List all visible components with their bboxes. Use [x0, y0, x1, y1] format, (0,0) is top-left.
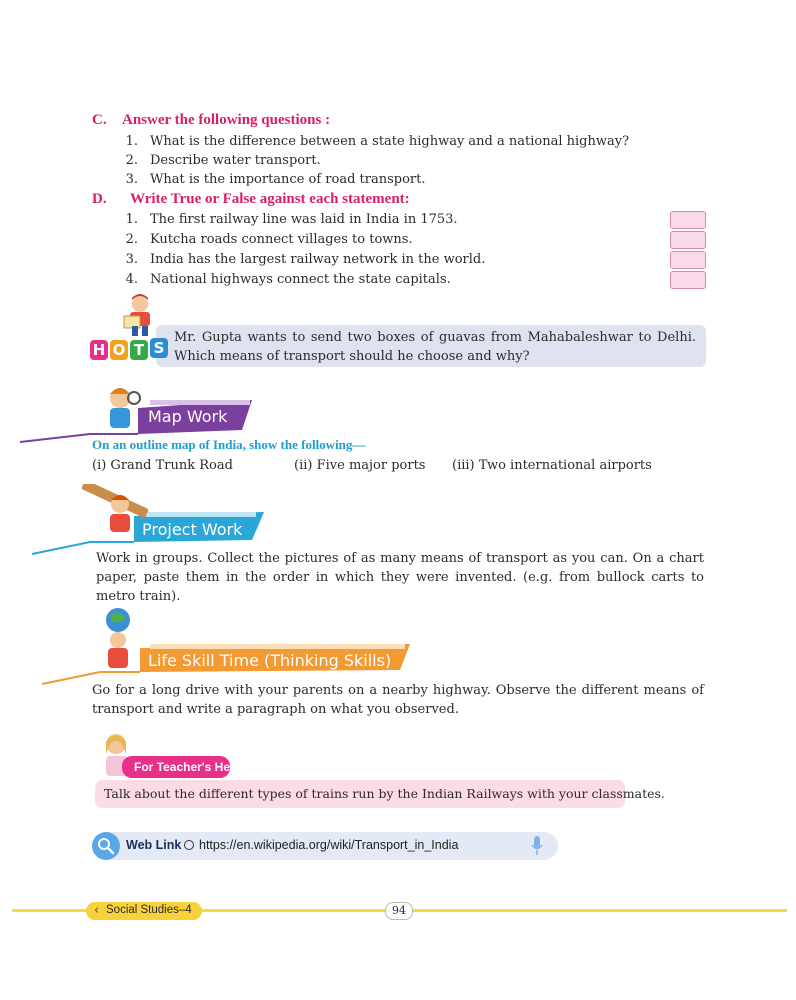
microphone-icon — [530, 835, 544, 857]
map-work-item: (iii) Two international airports — [452, 458, 652, 473]
hots-letter: S — [150, 338, 168, 358]
chevron-left-icon: ‹ — [94, 903, 100, 918]
statement-text: Kutcha roads connect villages to towns. — [150, 232, 413, 247]
map-work-title: Map Work — [148, 407, 228, 426]
statement-number: 4. — [125, 272, 138, 287]
question-text: Describe water transport. — [150, 153, 321, 168]
statement-text: The first railway line was laid in India in 1753. — [150, 212, 458, 227]
reading-boy-illustration — [118, 292, 160, 338]
answer-box-2[interactable] — [670, 231, 706, 249]
teacher-help-text: Talk about the different types of trains run by the Indian Railways with your classmates. — [104, 786, 665, 801]
statement-number: 2. — [125, 232, 138, 247]
statement-number: 3. — [125, 252, 138, 267]
life-skill-title: Life Skill Time (Thinking Skills) — [148, 651, 392, 670]
life-skill-banner-graphic — [40, 606, 420, 688]
question-number: 1. — [125, 134, 138, 149]
question-number: 3. — [125, 172, 138, 187]
question-text: What is the difference between a state highway and a national highway? — [150, 134, 630, 149]
circle-bullet-icon — [184, 840, 194, 850]
footer-book-title: Social Studies–4 — [106, 904, 192, 916]
web-link-label: Web Link — [126, 838, 182, 852]
answer-box-4[interactable] — [670, 271, 706, 289]
section-c-letter: C. — [92, 112, 107, 128]
statement-number: 1. — [125, 212, 138, 227]
map-work-item: (i) Grand Trunk Road — [92, 458, 233, 473]
answer-box-1[interactable] — [670, 211, 706, 229]
section-d-title: Write True or False against each statement: — [130, 191, 410, 207]
section-d-letter: D. — [92, 191, 107, 207]
search-icon — [92, 832, 120, 860]
question-text: What is the importance of road transport. — [150, 172, 426, 187]
life-skill-text: Go for a long drive with your parents on a nearby highway. Observe the different means of transport and write a paragraph on what you observed. — [92, 683, 704, 717]
map-work-item: (ii) Five major ports — [294, 458, 426, 473]
page-number: 94 — [385, 902, 413, 920]
section-c-title: Answer the following questions : — [122, 112, 331, 128]
map-work-instruction: On an outline map of India, show the following— — [92, 437, 366, 452]
hots-letter: O — [110, 340, 128, 360]
hots-letter: T — [130, 340, 148, 360]
project-work-text: Work in groups. Collect the pictures of as many means of transport as you can. On a chart paper, paste them in the order in which they were invented. (e.g. from bullock carts to metro train). — [96, 551, 704, 604]
web-link-url[interactable]: https://en.wikipedia.org/wiki/Transport_in_India — [199, 838, 459, 852]
hots-letter: H — [90, 340, 108, 360]
question-number: 2. — [125, 153, 138, 168]
answer-box-3[interactable] — [670, 251, 706, 269]
statement-text: National highways connect the state capitals. — [150, 272, 451, 287]
statement-text: India has the largest railway network in the world. — [150, 252, 486, 267]
hots-question-text: Mr. Gupta wants to send two boxes of guavas from Mahabaleshwar to Delhi. Which means of transport should he choose and why? — [174, 330, 696, 364]
teacher-help-title: For Teacher's Help — [134, 760, 241, 774]
project-work-title: Project Work — [142, 520, 243, 539]
